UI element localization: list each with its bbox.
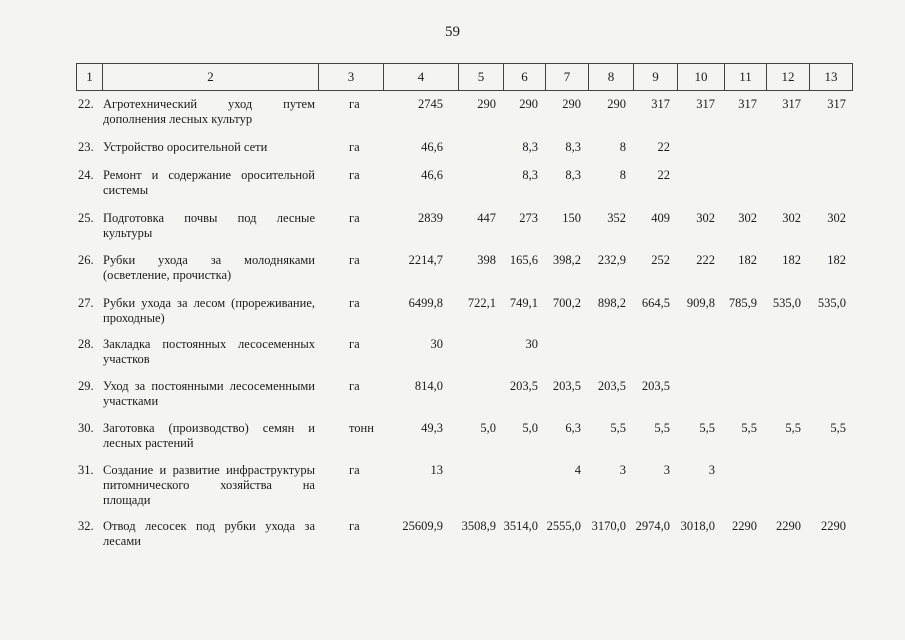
value-col-8: 232,9	[597, 253, 626, 267]
value-col-9: 22	[657, 140, 670, 154]
header-cell-5: 5	[458, 64, 503, 90]
header-cell-4: 4	[383, 64, 458, 90]
value-col-9: 22	[657, 168, 670, 182]
value-col-7: 290	[562, 97, 581, 111]
work-type-name	[103, 253, 315, 283]
unit-of-measure: га	[349, 253, 360, 267]
value-col-9: 409	[651, 211, 670, 225]
value-col-8: 8	[619, 140, 626, 154]
value-col-7: 398,2	[552, 253, 581, 267]
work-type-name	[103, 296, 315, 326]
value-col-4: 2214,7	[408, 253, 443, 267]
value-col-9: 317	[651, 97, 670, 111]
value-col-8: 3	[619, 463, 626, 477]
value-col-8: 290	[607, 97, 626, 111]
header-cell-7: 7	[545, 64, 588, 90]
value-col-12: 302	[782, 211, 801, 225]
value-col-6: 203,5	[509, 379, 538, 393]
value-col-9: 203,5	[641, 379, 670, 393]
value-col-4: 49,3	[421, 421, 443, 435]
value-col-7: 6,3	[565, 421, 581, 435]
value-col-7: 700,2	[552, 296, 581, 310]
work-type-name-line: Создание и развитие инфраструктуры	[103, 463, 315, 477]
header-cell-11: 11	[724, 64, 766, 90]
value-col-6: 273	[519, 211, 538, 225]
unit-of-measure: га	[349, 337, 360, 351]
work-type-name-line: Рубки ухода за молодняками	[103, 253, 315, 267]
value-col-10: 317	[696, 97, 715, 111]
work-type-name-line: лесами	[103, 534, 141, 548]
header-cell-3: 3	[318, 64, 383, 90]
work-type-name-line: культуры	[103, 226, 153, 240]
row-number: 28.	[78, 337, 94, 351]
value-col-13: 302	[827, 211, 846, 225]
value-col-11: 785,9	[728, 296, 757, 310]
table-header-row	[76, 63, 853, 91]
row-number: 23.	[78, 140, 94, 154]
value-col-13: 2290	[821, 519, 846, 533]
value-col-8: 352	[607, 211, 626, 225]
value-col-5: 3508,9	[461, 519, 496, 533]
value-col-11: 2290	[732, 519, 757, 533]
row-number: 22.	[78, 97, 94, 111]
work-type-name	[103, 211, 315, 241]
row-number: 31.	[78, 463, 94, 477]
value-col-4: 814,0	[414, 379, 443, 393]
work-type-name	[103, 421, 315, 451]
row-number: 32.	[78, 519, 94, 533]
header-cell-8: 8	[588, 64, 633, 90]
value-col-9: 252	[651, 253, 670, 267]
unit-of-measure: га	[349, 296, 360, 310]
value-col-7: 8,3	[565, 140, 581, 154]
value-col-13: 535,0	[817, 296, 846, 310]
value-col-6: 165,6	[509, 253, 538, 267]
unit-of-measure: тонн	[349, 421, 374, 435]
work-type-name	[103, 463, 315, 508]
value-col-12: 535,0	[772, 296, 801, 310]
unit-of-measure: га	[349, 168, 360, 182]
work-type-name-line: питомнического хозяйства на	[103, 478, 315, 492]
work-type-name-line: участками	[103, 394, 159, 408]
work-type-name	[103, 337, 315, 367]
work-type-name-line: Устройство оросительной сети	[103, 140, 268, 154]
row-number: 27.	[78, 296, 94, 310]
work-type-name	[103, 168, 315, 198]
work-type-name-line: системы	[103, 183, 149, 197]
work-type-name-line: площади	[103, 493, 151, 507]
header-cell-13: 13	[809, 64, 853, 90]
value-col-6: 749,1	[509, 296, 538, 310]
value-col-5: 722,1	[467, 296, 496, 310]
work-type-name	[103, 140, 315, 155]
value-col-5: 447	[477, 211, 496, 225]
work-type-name-line: Агротехнический уход путем	[103, 97, 315, 111]
row-number: 29.	[78, 379, 94, 393]
work-type-name-line: Закладка постоянных лесосеменных	[103, 337, 315, 351]
work-type-name-line: дополнения лесных культур	[103, 112, 253, 126]
work-type-name-line: Ремонт и содержание оросительной	[103, 168, 315, 182]
value-col-10: 222	[696, 253, 715, 267]
work-type-name-line: лесных растений	[103, 436, 194, 450]
page-number: 59	[445, 24, 460, 40]
row-number: 25.	[78, 211, 94, 225]
unit-of-measure: га	[349, 379, 360, 393]
header-cell-10: 10	[677, 64, 724, 90]
value-col-7: 203,5	[552, 379, 581, 393]
value-col-6: 8,3	[522, 140, 538, 154]
value-col-4: 30	[430, 337, 443, 351]
value-col-12: 2290	[776, 519, 801, 533]
value-col-9: 2974,0	[635, 519, 670, 533]
value-col-4: 2745	[418, 97, 443, 111]
unit-of-measure: га	[349, 463, 360, 477]
value-col-7: 4	[574, 463, 581, 477]
value-col-8: 3170,0	[591, 519, 626, 533]
work-type-name-line: Рубки ухода за лесом (прореживание,	[103, 296, 315, 310]
header-cell-9: 9	[633, 64, 677, 90]
work-type-name	[103, 519, 315, 549]
value-col-8: 203,5	[597, 379, 626, 393]
value-col-8: 898,2	[597, 296, 626, 310]
value-col-10: 302	[696, 211, 715, 225]
value-col-11: 5,5	[741, 421, 757, 435]
value-col-4: 13	[430, 463, 443, 477]
value-col-12: 5,5	[785, 421, 801, 435]
value-col-4: 46,6	[421, 168, 443, 182]
work-type-name-line: (осветление, прочистка)	[103, 268, 232, 282]
unit-of-measure: га	[349, 140, 360, 154]
unit-of-measure: га	[349, 97, 360, 111]
header-cell-12: 12	[766, 64, 809, 90]
value-col-10: 909,8	[686, 296, 715, 310]
unit-of-measure: га	[349, 519, 360, 533]
row-number: 30.	[78, 421, 94, 435]
row-number: 24.	[78, 168, 94, 182]
work-type-name-line: Подготовка почвы под лесные	[103, 211, 315, 225]
work-type-name-line: Уход за постоянными лесосеменными	[103, 379, 315, 393]
value-col-10: 3	[708, 463, 715, 477]
value-col-5: 398	[477, 253, 496, 267]
row-number: 26.	[78, 253, 94, 267]
value-col-8: 8	[619, 168, 626, 182]
value-col-6: 3514,0	[503, 519, 538, 533]
value-col-11: 182	[738, 253, 757, 267]
work-type-name-line: Отвод лесосек под рубки ухода за	[103, 519, 315, 533]
value-col-5: 290	[477, 97, 496, 111]
plan-table	[76, 63, 853, 548]
work-type-name	[103, 379, 315, 409]
value-col-5: 5,0	[480, 421, 496, 435]
value-col-4: 2839	[418, 211, 443, 225]
value-col-9: 664,5	[641, 296, 670, 310]
value-col-6: 8,3	[522, 168, 538, 182]
value-col-4: 25609,9	[402, 519, 443, 533]
value-col-11: 302	[738, 211, 757, 225]
header-cell-1: 1	[76, 64, 102, 90]
value-col-7: 8,3	[565, 168, 581, 182]
value-col-9: 5,5	[654, 421, 670, 435]
value-col-4: 6499,8	[408, 296, 443, 310]
value-col-12: 317	[782, 97, 801, 111]
value-col-13: 182	[827, 253, 846, 267]
header-cell-2: 2	[102, 64, 318, 90]
value-col-10: 5,5	[699, 421, 715, 435]
unit-of-measure: га	[349, 211, 360, 225]
value-col-13: 5,5	[830, 421, 846, 435]
value-col-7: 150	[562, 211, 581, 225]
value-col-7: 2555,0	[546, 519, 581, 533]
value-col-10: 3018,0	[680, 519, 715, 533]
work-type-name-line: проходные)	[103, 311, 165, 325]
value-col-9: 3	[663, 463, 670, 477]
value-col-11: 317	[738, 97, 757, 111]
work-type-name-line: Заготовка (производство) семян и	[103, 421, 315, 435]
value-col-6: 30	[525, 337, 538, 351]
header-cell-6: 6	[503, 64, 545, 90]
value-col-13: 317	[827, 97, 846, 111]
value-col-4: 46,6	[421, 140, 443, 154]
value-col-6: 290	[519, 97, 538, 111]
value-col-8: 5,5	[610, 421, 626, 435]
value-col-6: 5,0	[522, 421, 538, 435]
work-type-name-line: участков	[103, 352, 150, 366]
value-col-12: 182	[782, 253, 801, 267]
work-type-name	[103, 97, 315, 127]
